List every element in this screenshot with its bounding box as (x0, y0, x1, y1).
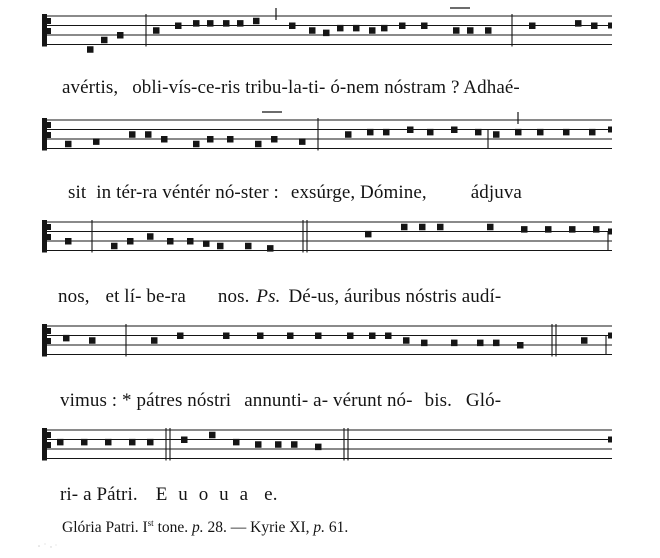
lyric-syllable: bis. (424, 390, 452, 411)
punctum (493, 131, 500, 138)
punctum (65, 141, 72, 148)
punctum (151, 337, 158, 344)
lyric-syllable: e. (264, 484, 278, 505)
do-clef-head (45, 338, 51, 344)
punctum (207, 136, 214, 143)
punctum (291, 441, 298, 448)
punctum (233, 439, 240, 446)
punctum (223, 20, 230, 27)
lyric-line-5 (60, 484, 278, 506)
punctum (187, 238, 194, 245)
lyric-syllable: nos, (58, 286, 90, 307)
lyric-syllable: exsúrge, Dómine, (290, 182, 427, 203)
lyric-syllable: Dé-us, áuribus nóstris audí- (288, 286, 502, 307)
custos-icon (608, 333, 612, 339)
punctum (129, 439, 136, 446)
punctum (467, 27, 474, 34)
punctum (87, 46, 94, 53)
punctum (271, 136, 278, 143)
punctum (255, 141, 262, 148)
lyric-line-4 (60, 390, 501, 412)
punctum (529, 23, 536, 30)
punctum (147, 233, 154, 240)
punctum (545, 226, 552, 233)
punctum (105, 439, 112, 446)
punctum (101, 37, 108, 44)
punctum (575, 20, 582, 27)
punctum (93, 138, 100, 145)
punctum (493, 340, 500, 347)
punctum (451, 340, 458, 347)
punctum (153, 27, 160, 34)
punctum (209, 432, 216, 439)
print-speck (36, 540, 60, 552)
punctum (65, 238, 72, 245)
custos-icon (608, 437, 612, 443)
punctum (365, 231, 372, 238)
lyric-syllable: et lí- be-ra (105, 286, 186, 307)
punctum (299, 138, 306, 145)
punctum (407, 127, 414, 134)
punctum (323, 30, 330, 37)
punctum (127, 238, 134, 245)
punctum (475, 129, 482, 136)
punctum (89, 337, 96, 344)
punctum (345, 131, 352, 138)
punctum (369, 27, 376, 34)
punctum (437, 224, 444, 231)
punctum (147, 439, 154, 446)
punctum (289, 23, 296, 30)
punctum (237, 20, 244, 27)
do-clef-head (45, 28, 51, 34)
lyric-syllable: nos. (217, 286, 250, 307)
punctum (309, 27, 316, 34)
footer-text: Glória Patri. I (62, 519, 148, 536)
do-clef-head (45, 122, 51, 128)
punctum (275, 441, 282, 448)
do-clef-head (45, 224, 51, 230)
do-clef-head (45, 328, 51, 334)
punctum (267, 245, 274, 252)
lyric-line-3 (58, 286, 501, 308)
do-clef-head (45, 132, 51, 138)
footer-text: 61. (325, 519, 349, 536)
punctum (253, 18, 260, 25)
punctum (477, 340, 484, 347)
punctum (117, 32, 124, 39)
do-clef-head (45, 442, 51, 448)
punctum (315, 444, 322, 451)
lyric-syllable: E u o u a (155, 484, 249, 505)
punctum (177, 333, 184, 340)
lyric-syllable: ádjuva (470, 182, 522, 203)
punctum (257, 333, 264, 340)
punctum (421, 340, 428, 347)
footer-page-abbrev: p. (192, 519, 204, 536)
do-clef-head (45, 18, 51, 24)
lyric-syllable: sit (68, 182, 87, 203)
custos-icon (608, 23, 612, 29)
footer-reference (62, 518, 348, 537)
punctum (255, 441, 262, 448)
footer-page-abbrev: p. (313, 519, 326, 536)
punctum (451, 127, 458, 134)
lyric-syllable: obli-vís-ce-ris tribu-la-ti- ó-nem nóstram ? Adhaé- (132, 77, 520, 98)
punctum (287, 333, 294, 340)
punctum (563, 129, 570, 136)
punctum (581, 337, 588, 344)
punctum (453, 27, 460, 34)
punctum (167, 238, 174, 245)
punctum (63, 335, 70, 342)
psalm-marker: Ps. (256, 286, 281, 307)
do-clef-head (45, 234, 51, 240)
punctum (227, 136, 234, 143)
punctum (485, 27, 492, 34)
lyric-line-2 (68, 182, 522, 204)
punctum (175, 23, 182, 30)
lyric-syllable: avértis, (62, 77, 119, 98)
do-clef-head (45, 432, 51, 438)
punctum (193, 141, 200, 148)
punctum (589, 129, 596, 136)
punctum (161, 136, 168, 143)
punctum (401, 224, 408, 231)
footer-ordinal: st (147, 518, 154, 528)
punctum (383, 129, 390, 136)
punctum (517, 342, 524, 349)
punctum (81, 439, 88, 446)
punctum (57, 439, 64, 446)
punctum (487, 224, 494, 231)
punctum (207, 20, 214, 27)
punctum (569, 226, 576, 233)
punctum (129, 131, 136, 138)
footer-text: tone. (153, 519, 192, 536)
footer-text: 28. — Kyrie XI, (203, 519, 314, 536)
punctum (245, 243, 252, 250)
punctum (347, 333, 354, 340)
custos-icon (608, 127, 612, 133)
punctum (181, 437, 188, 444)
punctum (537, 129, 544, 136)
lyric-line-1 (62, 77, 520, 99)
punctum (111, 243, 118, 250)
punctum (591, 23, 598, 30)
lyric-syllable: vimus : * pátres nóstri (60, 390, 232, 411)
punctum (353, 25, 360, 32)
punctum (521, 226, 528, 233)
punctum (381, 25, 388, 32)
punctum (193, 20, 200, 27)
lyric-syllable: annunti- a- vérunt nó- (244, 390, 413, 411)
punctum (403, 337, 410, 344)
punctum (367, 129, 374, 136)
punctum (223, 333, 230, 340)
punctum (369, 333, 376, 340)
punctum (385, 333, 392, 340)
punctum (421, 23, 428, 30)
punctum (315, 333, 322, 340)
custos-icon (608, 229, 612, 235)
punctum (427, 129, 434, 136)
punctum (399, 23, 406, 30)
lyric-syllable: in tér-ra véntér nó-ster : (96, 182, 279, 203)
punctum (203, 240, 210, 247)
punctum (515, 129, 522, 136)
punctum (419, 224, 426, 231)
punctum (593, 226, 600, 233)
punctum (145, 131, 152, 138)
lyric-syllable: Gló- (465, 390, 502, 411)
punctum (217, 243, 224, 250)
lyric-syllable: ri- a Pátri. (60, 484, 138, 505)
punctum (337, 25, 344, 32)
